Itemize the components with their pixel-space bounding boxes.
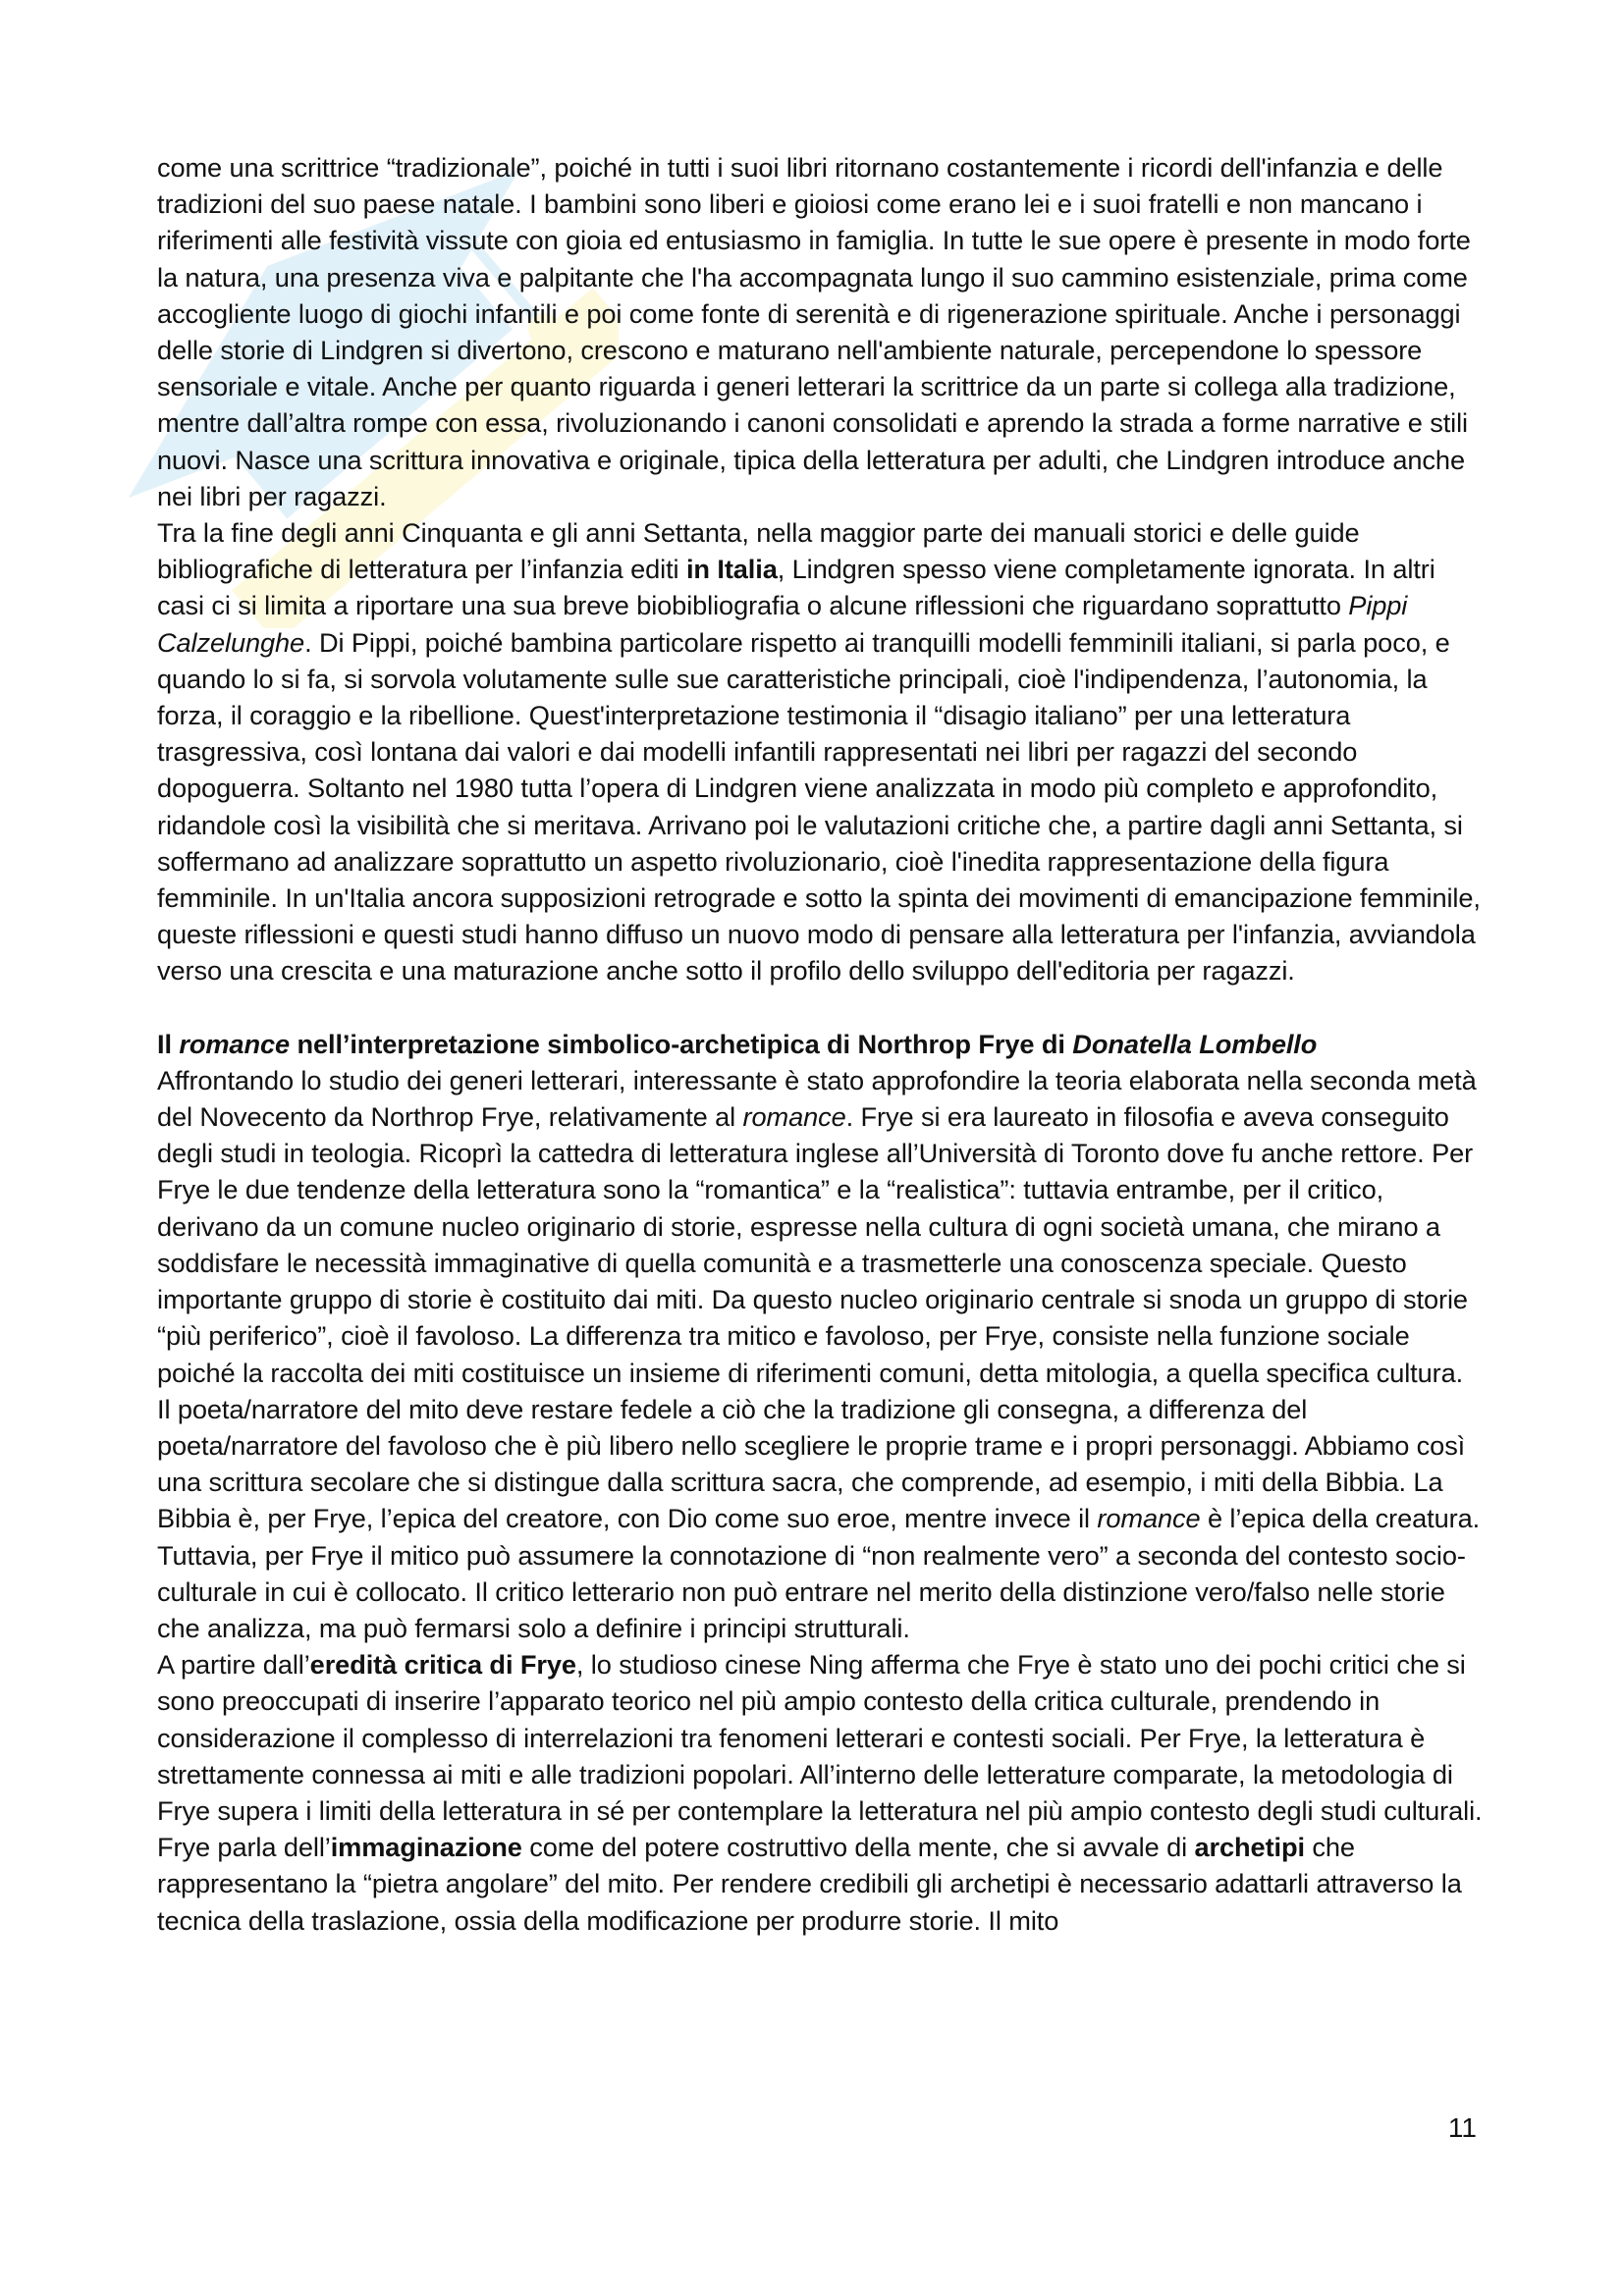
- text-run: romance: [1097, 1503, 1201, 1534]
- text-run: in Italia: [685, 554, 778, 585]
- text-run: Donatella Lombello: [1072, 1028, 1318, 1059]
- text-run: Tra la fine degli anni Cinquanta e gli anni Settanta, nella maggior parte dei manuali storici e delle guide bibliografiche di letteratura per l’infanzia editi: [157, 517, 1360, 585]
- text-run: . Di Pippi, poiché bambina particolare rispetto ai tranquilli modelli femminili italiani, si parla poco, e quando lo si fa, si sorvola volutamente sulle sue caratteristiche principali, cioè l'indipendenza, l’autonomia, la forza, il coraggio e la ribellione. Quest'interpretazione testimonia il “disagio italiano” per una letteratura trasgressiva, così lontana dai valori e dai modelli infantili rappresentati nei libri per ragazzi del secondo dopoguerra. Soltanto nel 1980 tutta l’opera di Lindgren viene analizzata in modo più completo e approfondito, ridandole così la visibilità che si meritava. Arrivano poi le valutazioni critiche che, a partire dagli anni Settanta, si soffermano ad analizzare soprattutto un aspetto rivoluzionario, cioè l'inedita rappresentazione della figura femminile. In un'Italia ancora supposizioni retrograde e sotto la spinta dei movimenti di emancipazione femminile, queste riflessioni e questi studi hanno diffuso un nuovo modo di pensare alla letteratura per l'infanzia, avviandola verso una crescita e una maturazione anche sotto il profilo dello sviluppo dell'editoria per ragazzi.: [157, 626, 1481, 987]
- text-run: eredità critica di Frye: [309, 1649, 576, 1681]
- text-run: Frye parla dell’: [157, 1832, 331, 1863]
- text-run: romance: [742, 1101, 846, 1133]
- text-run: immaginazione: [330, 1832, 522, 1863]
- text-run: romance: [179, 1028, 291, 1059]
- paragraph-lindgren-italy: [157, 514, 1483, 989]
- page-body: [157, 149, 1483, 1939]
- text-run: come del potere costruttivo della mente, che si avvale di: [521, 1832, 1195, 1863]
- text-run: . Frye si era laureato in filosofia e aveva conseguito degli studi in teologia. Ricoprì la cattedra di letteratura inglese all’Università di Toronto dove fu anche rettore. Per Frye le due tendenze della letteratura sono la “romantica” e la “realistica”: tuttavia entrambe, per il critico, derivano da un comune nucleo originario di storie, espresse nella cultura di ogni società umana, che mirano a soddisfare le necessità immaginative di quella comunità e a trasmetterle una conoscenza speciale. Questo importante gruppo di storie è costituito dai miti. Da questo nucleo originario centrale si snoda un gruppo di storie “più periferico”, cioè il favoloso. La differenza tra mitico e favoloso, per Frye, consiste nella funzione sociale poiché la raccolta dei miti costituisce un insieme di riferimenti comuni, detta mitologia, a quella specifica cultura. Il poeta/narratore del mito deve restare fedele a ciò che la tradizione gli consegna, a differenza del poeta/narratore del favoloso che è più libero nello scegliere le proprie trame e i propri personaggi. Abbiamo così una scrittura secolare che si distingue dalla scrittura sacra, che comprende, ad esempio, i miti della Bibbia. La Bibbia è, per Frye, l’epica del creatore, con Dio come suo eroe, mentre invece il: [157, 1101, 1474, 1534]
- text-run: nell’interpretazione simbolico-archetipica di Northrop Frye di: [290, 1028, 1073, 1059]
- text-run: Pippi Calzelunghe: [157, 590, 1408, 658]
- text-run: Il: [157, 1028, 180, 1059]
- text-run: è l’epica della creatura. Tuttavia, per Frye il mitico può assumere la connotazione di “non realmente vero” a seconda del contesto socio-culturale in cui è collocato. Il critico letterario non può entrare nel merito della distinzione vero/falso nelle storie che analizza, ma può fermarsi solo a definire i principi strutturali.: [157, 1503, 1481, 1643]
- text-run: Affrontando lo studio dei generi letterari, interessante è stato approfondire la teoria elaborata nella seconda metà del Novecento da Northrop Frye, relativamente al: [157, 1064, 1477, 1133]
- text-run: , Lindgren spesso viene completamente ignorata. In altri casi ci si limita a riportare una sua breve biobibliografia o alcune riflessioni che riguardano soprattutto: [157, 554, 1435, 621]
- text-run: che rappresentano la “pietra angolare” del mito. Per rendere credibili gli archetipi è necessario adattarli attraverso la tecnica della traslazione, ossia della modificazione per produrre storie. Il mito: [157, 1832, 1462, 1936]
- paragraph-frye-romance: [157, 1062, 1483, 1646]
- text-run: A partire dall’: [157, 1649, 310, 1681]
- text-run: come una scrittrice “tradizionale”, poiché in tutti i suoi libri ritornano costantemente i ricordi dell'infanzia e delle tradizioni del suo paese natale. I bambini sono liberi e gioiosi come erano lei e i suoi fratelli e non mancano i riferimenti alle festività vissute con gioia ed entusiasmo in famiglia. In tutte le sue opere è presente in modo forte la natura, una presenza viva e palpitante che l'ha accompagnata lungo il suo cammino esistenziale, prima come accogliente luogo di giochi infantili e poi come fonte di serenità e di rigenerazione spirituale. Anche i personaggi delle storie di Lindgren si divertono, crescono e maturano nell'ambiente naturale, percependone lo spessore sensoriale e vitale. Anche per quanto riguarda i generi letterari la scrittrice da un parte si collega alla tradizione, mentre dall’altra rompe con essa, rivoluzionando i canoni consolidati e aprendo la strada a forme narrative e stili nuovi. Nasce una scrittura innovativa e originale, tipica della letteratura per adulti, che Lindgren introduce anche nei libri per ragazzi.: [157, 152, 1471, 511]
- paragraph-frye-imagination: [157, 1829, 1483, 1939]
- page-number: 11: [1447, 2112, 1477, 2143]
- paragraph-lindgren-tradition: [157, 149, 1483, 514]
- text-run: , lo studioso cinese Ning afferma che Frye è stato uno dei pochi critici che si sono preoccupati di inserire l’apparato teorico nel più ampio contesto della critica culturale, prendendo in considerazione il complesso di interrelazioni tra fenomeni letterari e contesti sociali. Per Frye, la letteratura è strettamente connessa ai miti e alle tradizioni popolari. All’interno delle letterature comparate, la metodologia di Frye supera i limiti della letteratura in sé per contemplare la letteratura nel più ampio contesto degli studi culturali.: [157, 1649, 1483, 1826]
- paragraph-frye-legacy: [157, 1646, 1483, 1829]
- section-heading: [157, 1026, 1483, 1062]
- text-run: archetipi: [1194, 1832, 1305, 1863]
